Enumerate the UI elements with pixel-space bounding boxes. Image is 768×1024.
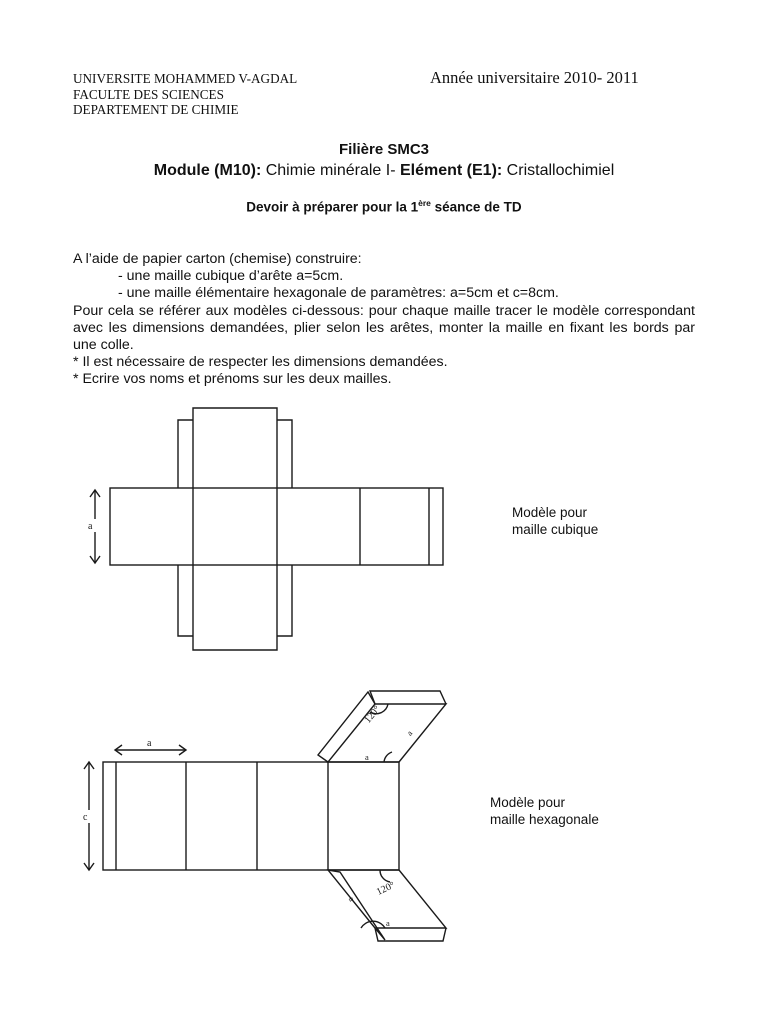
bullet-item: - une maille cubique d’arête a=5cm.	[118, 268, 344, 285]
hexagonal-caption	[490, 794, 599, 828]
cube-top-tab	[277, 420, 292, 488]
devoir-suffix: séance de TD	[430, 199, 522, 215]
caption-line: Modèle pour	[490, 795, 566, 810]
cubic-net-diagram	[87, 408, 443, 650]
hex-top-edge-label: a	[365, 752, 369, 762]
cube-top-face	[193, 408, 277, 488]
cube-bottom-tab	[277, 565, 292, 636]
filiere-title: Filière SMC3	[338, 141, 430, 158]
hex-top-angle-label: 120°	[362, 703, 384, 726]
cube-bottom-tab	[178, 565, 193, 636]
academic-year: Année universitaire 2010- 2011	[430, 68, 639, 87]
cube-edge-label: a	[88, 521, 93, 532]
institution-line: DEPARTEMENT DE CHIMIE	[73, 102, 239, 117]
hex-side-strip	[103, 762, 399, 870]
hex-top-tab	[370, 691, 446, 704]
angle-arc	[380, 870, 390, 882]
institution-line: UNIVERSITE MOHAMMED V-AGDAL	[73, 71, 298, 86]
cubic-caption	[512, 504, 598, 538]
cube-bottom-face	[193, 565, 277, 650]
hex-bottom-angle-label: 120°	[374, 879, 397, 898]
hex-height-label: c	[83, 812, 88, 823]
bullet-item: - une maille élémentaire hexagonale de paramètres: a=5cm et c=8cm.	[118, 285, 559, 302]
module-value: Chimie minérale I-	[261, 162, 400, 179]
hex-edge-dim-label: a	[147, 738, 152, 749]
hexagonal-net-diagram	[82, 691, 446, 941]
hex-bottom-tab	[375, 928, 446, 941]
caption-line: Modèle pour	[512, 505, 588, 520]
intro-text: A l’aide de papier carton (chemise) construire:	[73, 251, 362, 267]
note-item: * Ecrire vos noms et prénoms sur les deux mailles.	[73, 371, 392, 388]
hex-top-edge-label: a	[404, 728, 415, 738]
devoir-sup: ère	[418, 198, 431, 208]
note-item: * Il est nécessaire de respecter les dimensions demandées.	[73, 354, 448, 371]
caption-line: maille cubique	[512, 522, 599, 537]
hex-top-base	[328, 704, 446, 762]
element-value: Cristallochimiel	[502, 162, 615, 179]
hex-bottom-edge-label: a	[346, 894, 358, 904]
institution-line: FACULTE DES SCIENCES	[73, 86, 224, 102]
angle-arc	[384, 752, 392, 762]
element-label: Elément (E1):	[399, 162, 503, 179]
hex-bottom-edge-label: a	[386, 918, 390, 928]
module-label: Module (M10):	[153, 162, 262, 179]
devoir-prefix: Devoir à préparer pour la 1	[246, 199, 419, 215]
cube-top-tab	[178, 420, 193, 488]
instruction-paragraph: Pour cela se référer aux modèles ci-dessous: pour chaque maille tracer le modèle correspondant avec les dimensions demandées, plier selon les arêtes, monter la maille en fixant les bords par une colle.	[73, 302, 695, 354]
caption-line: maille hexagonale	[490, 812, 599, 827]
